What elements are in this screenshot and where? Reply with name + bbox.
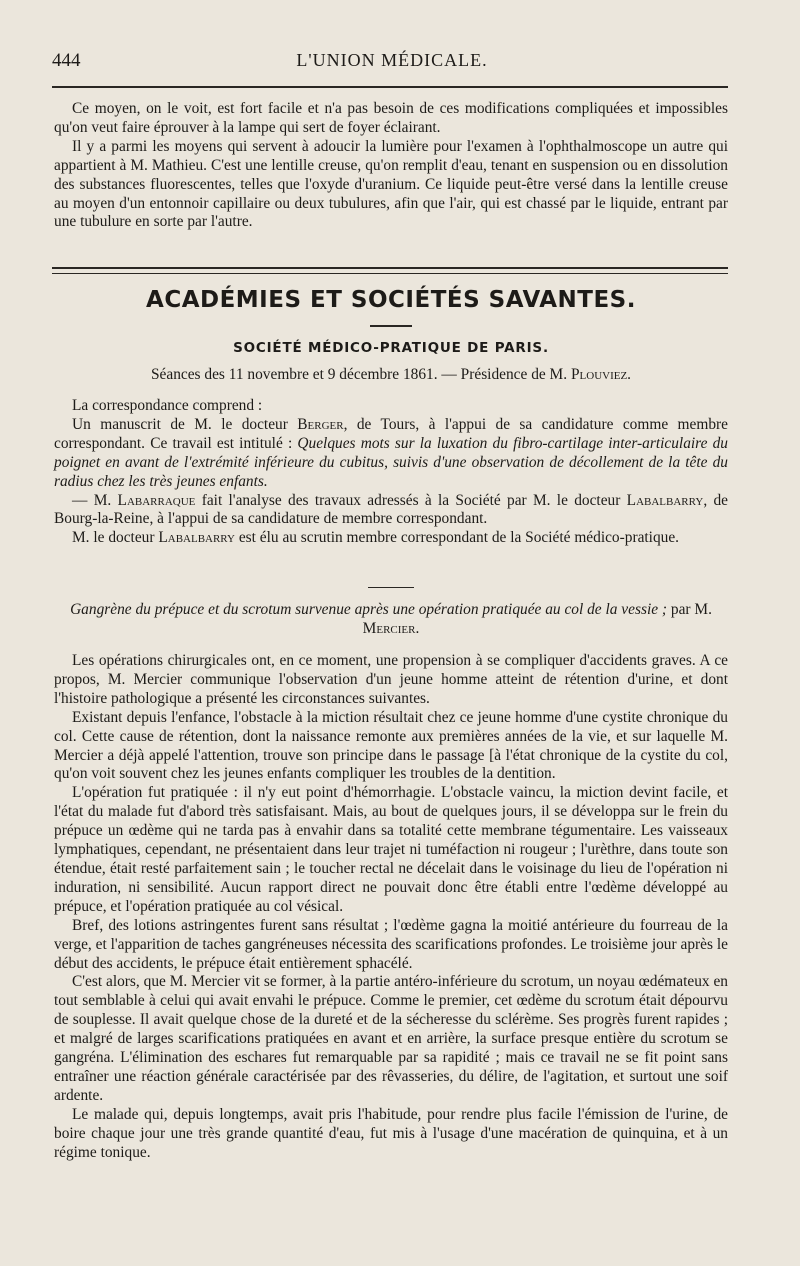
separator-rule — [368, 587, 414, 588]
person-name: Labalbarry — [626, 491, 704, 509]
title-rule — [370, 325, 412, 327]
article-paragraph: Les opérations chirurgicales ont, en ce moment, une propension à se compliquer d'accidents graves. A ce propos, M. Mercier communique l'observation d'un jeune homme atteint de rétention d'urine, et dont l'histoire pathologique a présenté les circonstances suivantes. — [54, 652, 728, 707]
running-title: L'UNION MÉDICALE. — [296, 50, 488, 70]
text-run: , de Tours, à l'appui de sa candidature comme membre correspondant. Ce travail est intitulé : — [54, 415, 728, 452]
text-run: fait l'analyse des travaux adressés à la Société par M. le docteur — [201, 491, 621, 509]
author-name: Mercier. — [362, 619, 420, 637]
article-title-text: Gangrène du prépuce et du scrotum survenue après une opération pratiquée au col de la vessie ; — [70, 601, 668, 618]
correspondance-paragraph — [54, 529, 728, 548]
seances-text: Séances des 11 novembre et 9 décembre 1861. — Présidence de M. — [150, 366, 568, 383]
text-run: M. le docteur — [72, 529, 155, 547]
society-heading: SOCIÉTÉ MÉDICO-PRATIQUE DE PARIS. — [233, 340, 549, 356]
correspondance-text — [54, 397, 728, 548]
intro-text — [54, 100, 728, 232]
text-run: — M. — [72, 491, 112, 509]
correspondance-paragraph — [54, 416, 728, 492]
article-title — [54, 601, 728, 639]
person-name: Labalbarry — [158, 529, 235, 547]
byline-prefix: par M. — [670, 601, 712, 618]
intro-paragraph: Il y a parmi les moyens qui servent à adoucir la lumière pour l'examen à l'ophthalmoscope un autre qui appartient à M. Mathieu. C'est une lentille creuse, qu'on remplit d'eau, tenant en suspension ou en dissolution des substances fluorescentes, telles que l'oxyde d'uranium. Ce liquide peut-être versé dans la lentille creuse au moyen d'un entonnoir capillaire ou deux tubulures, afin que l'air, qui est chassé par le liquide, entrant par une tubulure en sorte par l'autre. — [54, 137, 728, 231]
correspondance-heading: La correspondance comprend : — [72, 397, 263, 414]
article-paragraph: Existant depuis l'enfance, l'obstacle à la miction résultait chez ce jeune homme d'une cystite chronique du col. Cette cause de rétention, dont la naissance remonte aux premières années de la vie, et sur laquelle M. Mercier a déjà appelé l'attention, trouve son principe dans le passage [à l'état chronique de la cystite du col, qu'on voit souvent chez les jeunes enfants compliquer les troubles de la dentition. — [54, 708, 728, 783]
section-title: ACADÉMIES ET SOCIÉTÉS SAVANTES. — [146, 287, 636, 313]
article-paragraph: C'est alors, que M. Mercier vit se former, à la partie antéro-inférieure du scrotum, un noyau œdémateux en tout semblable à celui qui avait envahi le prépuce. Comme le premier, cet œdème du scrotum était dépourvu de souplesse. Il avait quelque chose de la dureté et de la sécheresse du sclérème. Ses progrès furent rapides ; et malgré de larges scarifications pratiquées en avant et en arrière, la surface presque entière du scrotum se gangréna. L'élimination des eschares fut remarquable par sa rapidité ; mais ce travail ne se fit point sans entraîner une réaction générale caractérisée par des rêvasseries, du délire, de l'agitation, et surtout une soif ardente. — [54, 973, 728, 1104]
article-paragraph: L'opération fut pratiquée : il n'y eut point d'hémorrhagie. L'obstacle vaincu, la miction devint facile, et l'état du malade fut d'abord très satisfaisant. Mais, au bout de quelques jours, il se développa sur le frein du prépuce un œdème qui ne tarda pas à envahir dans sa totalité cette membrane tégumentaire. Les vaisseaux lymphatiques, cependant, ne présentaient dans leur trajet ni tuméfaction ni rougeur ; l'urèthre, dans toute son étendue, était resté parfaitement sain ; le toucher rectal ne décelait dans le voisinage du lieu de l'opération ni induration, ni sensibilité. Aucun rapport direct ne pouvait donc être établi entre l'œdème développé au prépuce, et l'opération pratiquée au col vésical. — [54, 784, 728, 915]
person-name: Labarraque — [117, 491, 196, 509]
intro-paragraph: Ce moyen, on le voit, est fort facile et n'a pas besoin de ces modifications compliquées et impossibles qu'on veut faire éprouver à la lampe qui sert de foyer éclairant. — [54, 100, 728, 136]
article-body — [54, 652, 728, 1162]
section-double-rule — [52, 267, 728, 274]
text-run: , de Bourg-la-Reine, à l'appui de sa candidature de membre correspondant. — [54, 491, 728, 528]
article-paragraph: Le malade qui, depuis longtemps, avait pris l'habitude, pour rendre plus facile l'émission de l'urine, de boire chaque jour une très grande quantité d'eau, fut mis à l'usage d'une macération de quinquina, et à un régime tonique. — [54, 1105, 728, 1161]
article-paragraph: Bref, des lotions astringentes furent sans résultat ; l'œdème gagna la moitié antérieure du fourreau de la verge, et l'apparition de taches gangréneuses nécessita des scarifications profondes. Le troisième jour après le début des accidents, le prépuce était entièrement sphacélé. — [54, 916, 728, 972]
text-run: Un manuscrit de M. le docteur — [72, 415, 288, 433]
president-name: Plouviez. — [570, 366, 632, 383]
correspondance-paragraph — [54, 492, 728, 530]
text-run: est élu au scrutin membre correspondant de la Société médico-pratique. — [238, 529, 680, 547]
person-name: Berger — [297, 415, 344, 433]
page-header — [52, 50, 732, 78]
seances-line — [54, 366, 728, 384]
header-rule — [52, 86, 728, 88]
work-title: Quelques mots sur la luxation du fibro-cartilage inter-articulaire du poignet en avant de l'extrémité inférieure du cubitus, suivis d'une observation de décollement de la tête du radius chez les très jeunes enfants. — [54, 434, 728, 490]
page-number: 444 — [52, 50, 81, 71]
